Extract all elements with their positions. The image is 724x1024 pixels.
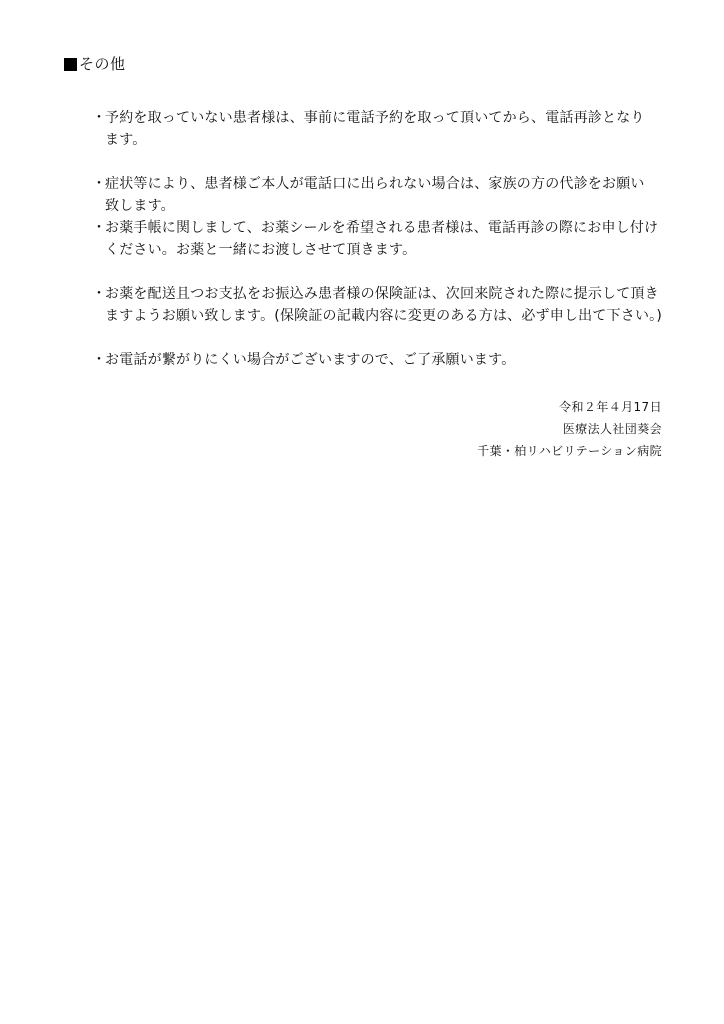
bullet-mark: ・ (92, 176, 107, 192)
list-item-text: 予約を取っていない患者様は、事前に電話予約を取って頂いてから、電話再診となり ます。 (105, 110, 645, 148)
signature-block (477, 396, 662, 462)
list-item-text: お薬を配送且つお支払をお振込み患者様の保険証は、次回来院された際に提示して頂き ますようお願い致します。(保険証の記載内容に変更のある方は、必ず申し出て下さい。) (105, 286, 663, 324)
hospital-name: 千葉・柏リハビリテーション病院 (477, 444, 662, 458)
organization-name: 医療法人社団葵会 (562, 422, 662, 436)
section-title: その他 (79, 55, 126, 73)
list-item-text: お薬手帳に関しまして、お薬シールを希望される患者様は、電話再診の際にお申し付け ください。お薬と一緒にお渡しさせて頂きます。 (105, 220, 659, 258)
black-square-icon (64, 58, 77, 71)
list-item-text: お電話が繋がりにくい場合がございますので、ご了承願います。 (105, 352, 516, 368)
bullet-mark: ・ (92, 286, 107, 302)
list-item-text: 症状等により、患者様ご本人が電話口に出られない場合は、家族の方の代診をお願い 致します。 (105, 176, 645, 214)
bullet-mark: ・ (92, 220, 107, 236)
list-item (92, 107, 672, 151)
bullet-mark: ・ (92, 352, 107, 368)
list-item (92, 349, 672, 371)
notice-list (92, 107, 672, 371)
section-heading (64, 54, 126, 74)
bullet-mark: ・ (92, 110, 107, 126)
list-item (92, 173, 672, 217)
list-item (92, 283, 672, 327)
issue-date: 令和２年４月17日 (559, 400, 662, 414)
list-item (92, 217, 672, 261)
